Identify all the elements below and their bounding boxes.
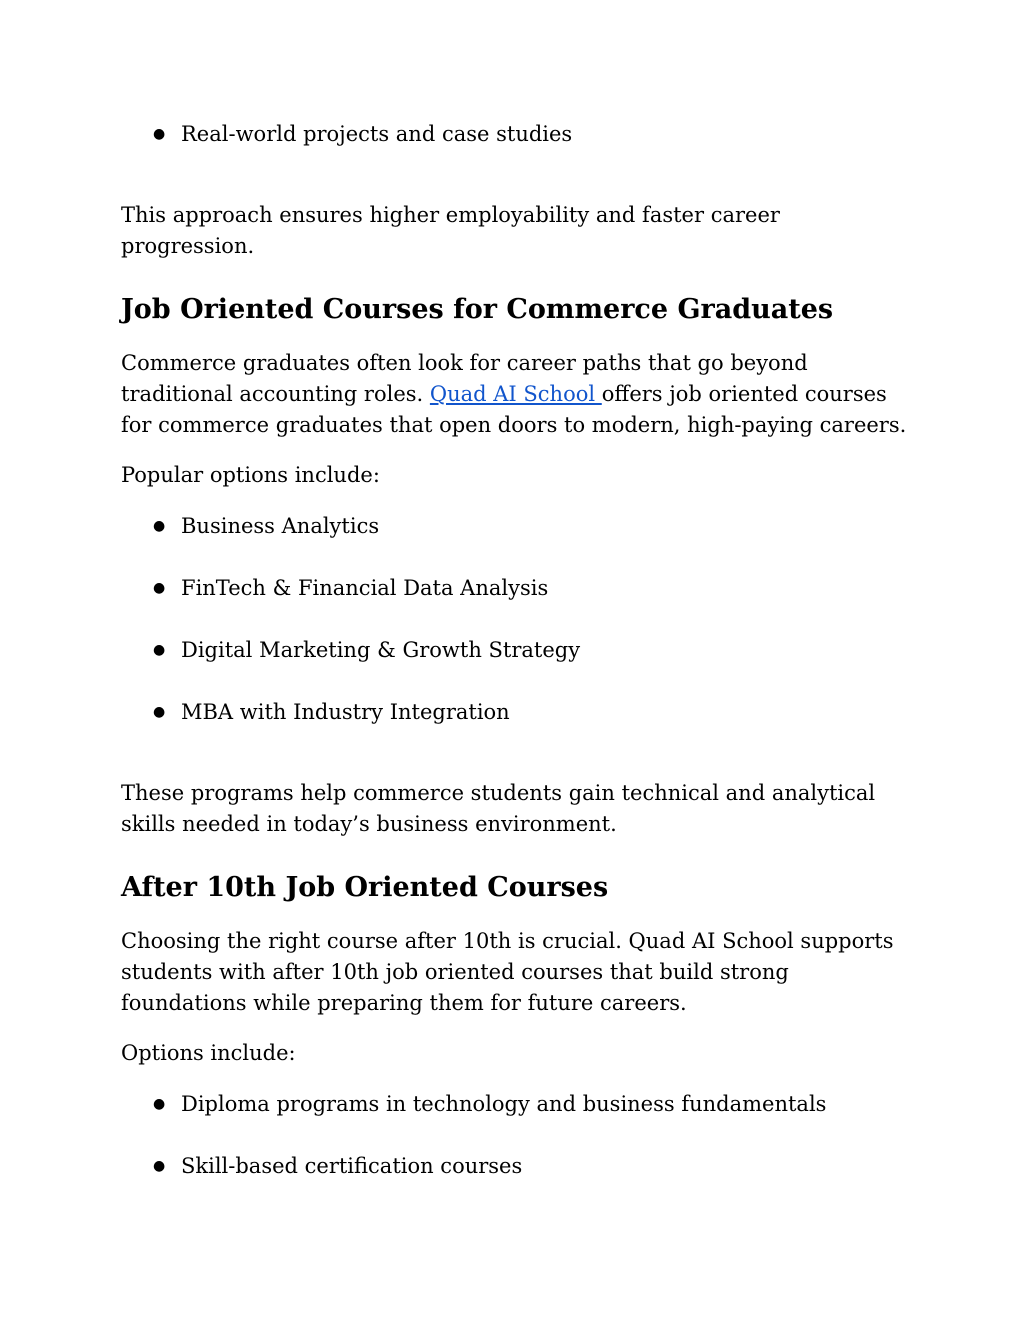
commerce-intro-text-before: Commerce graduates often look for career paths that go beyond traditional accounting roles. bbox=[121, 351, 808, 406]
list-item-text: FinTech & Financial Data Analysis bbox=[181, 576, 549, 600]
list-item-text: Business Analytics bbox=[181, 514, 380, 538]
commerce-intro-text-after: offers job oriented courses for commerce graduates that open doors to modern, high-paying careers. bbox=[121, 382, 907, 437]
bullet-icon: ● bbox=[153, 704, 166, 720]
bullet-icon: ● bbox=[153, 1096, 166, 1112]
bullet-icon: ● bbox=[153, 1158, 166, 1174]
popular-options-label: Popular options include: bbox=[121, 463, 380, 487]
list-item bbox=[121, 119, 911, 150]
document-page bbox=[121, 0, 911, 1182]
bullet-icon: ● bbox=[153, 642, 166, 658]
list-item-text: Diploma programs in technology and business fundamentals bbox=[181, 1092, 827, 1116]
list-item-text: MBA with Industry Integration bbox=[181, 700, 510, 724]
bullet-icon: ● bbox=[153, 126, 166, 142]
list-item bbox=[121, 511, 911, 542]
commerce-options-list bbox=[121, 511, 911, 728]
list-item-text: Real-world projects and case studies bbox=[181, 122, 573, 146]
section-heading-commerce: Job Oriented Courses for Commerce Graduates bbox=[121, 294, 834, 325]
commerce-summary-paragraph: These programs help commerce students gain technical and analytical skills needed in today’s business environment. bbox=[121, 781, 876, 836]
list-item bbox=[121, 635, 911, 666]
bullet-icon: ● bbox=[153, 580, 166, 596]
commerce-intro-paragraph bbox=[121, 348, 911, 441]
options-include-label: Options include: bbox=[121, 1041, 296, 1065]
top-bullet-list bbox=[121, 119, 911, 150]
list-item-text: Skill-based certification courses bbox=[181, 1154, 523, 1178]
list-item bbox=[121, 697, 911, 728]
section-heading-after-tenth: After 10th Job Oriented Courses bbox=[121, 872, 609, 903]
list-item bbox=[121, 573, 911, 604]
approach-paragraph: This approach ensures higher employability and faster career progression. bbox=[121, 203, 780, 258]
list-item bbox=[121, 1089, 911, 1120]
after-tenth-intro-paragraph: Choosing the right course after 10th is crucial. Quad AI School supports students with after 10th job oriented courses that build strong foundations while preparing them for future careers. bbox=[121, 929, 894, 1015]
quad-ai-school-link[interactable]: Quad AI School bbox=[429, 382, 602, 406]
list-item bbox=[121, 1151, 911, 1182]
list-item-text: Digital Marketing & Growth Strategy bbox=[181, 638, 581, 662]
bullet-icon: ● bbox=[153, 518, 166, 534]
after-tenth-options-list bbox=[121, 1089, 911, 1182]
